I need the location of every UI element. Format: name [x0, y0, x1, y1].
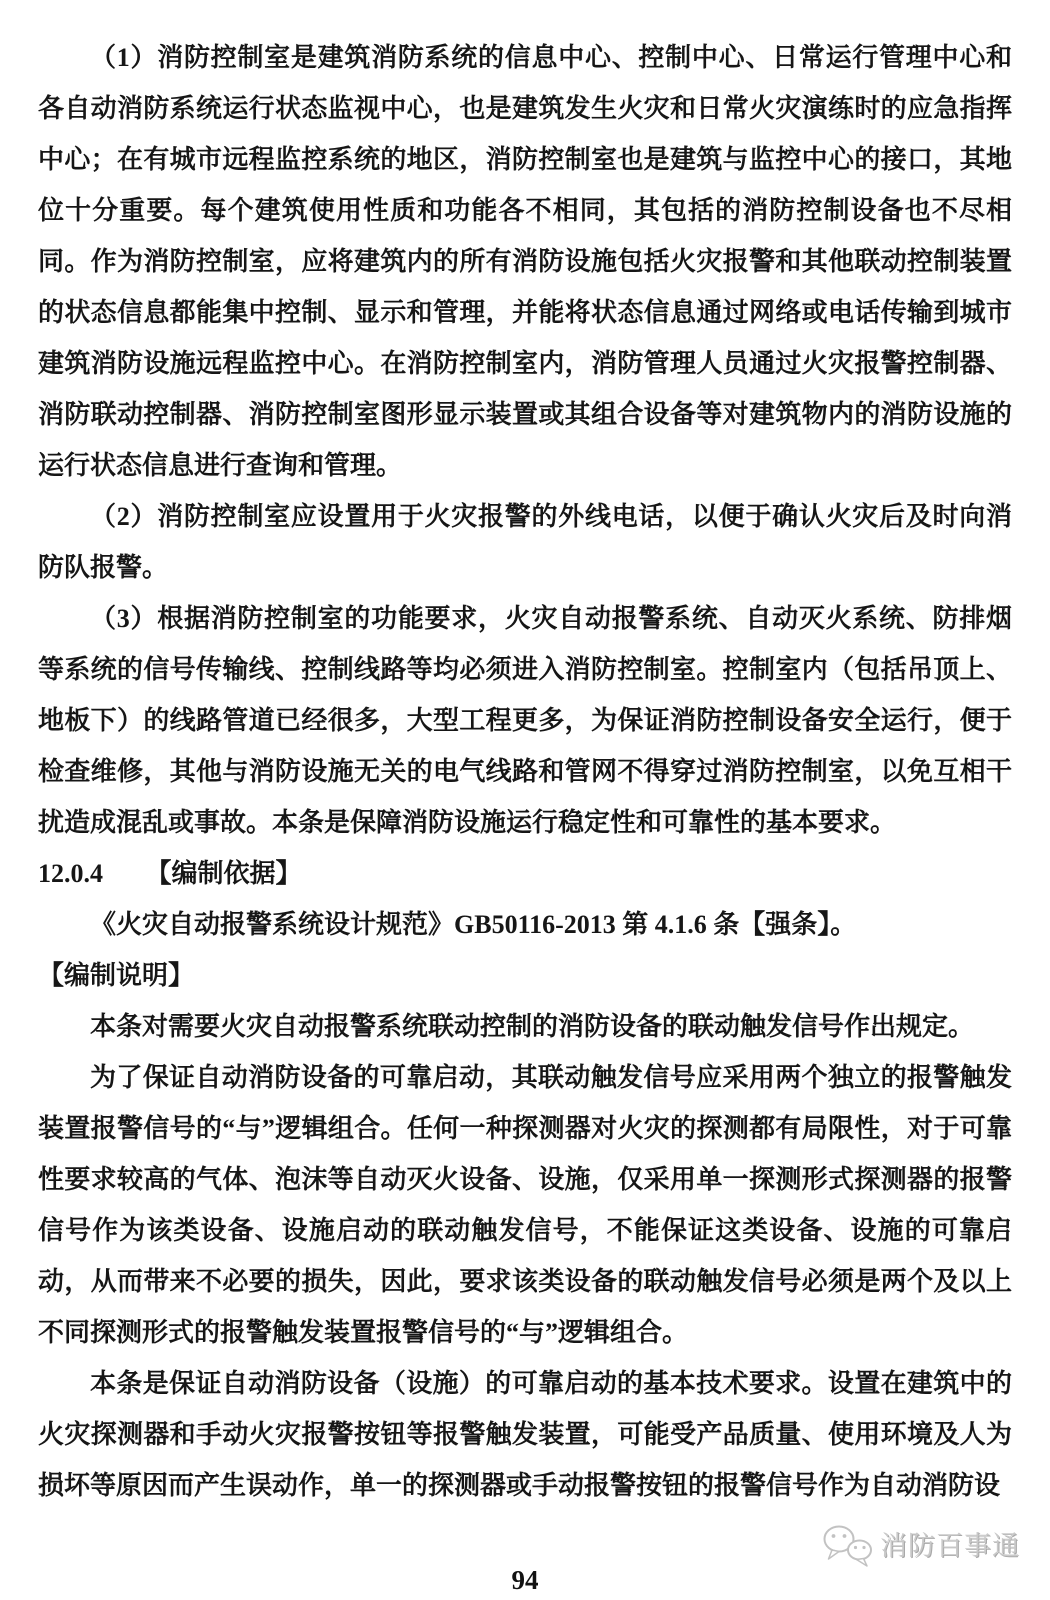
paragraph-7-reliable-start: 本条是保证自动消防设备（设施）的可靠启动的基本技术要求。设置在建筑中的火灾探测器和手动火灾报警按钮等报警触发装置，可能受产品质量、使用环境及人为损坏等原因而产生误动作，单一的探测器或手动报警按钮的报警信号作为自动消防设 — [38, 1369, 1012, 1500]
section-number: 12.0.4 — [38, 859, 103, 888]
paragraph-3-signal-lines: （3）根据消防控制室的功能要求，火灾自动报警系统、自动灭火系统、防排烟等系统的信号传输线、控制线路等均必须进入消防控制室。控制室内（包括吊顶上、地板下）的线路管道已经很多，大型工程更多，为保证消防控制设备安全运行，便于检查维修，其他与消防设施无关的电气线路和管网不得穿过消防控制室，以免互相干扰造成混乱或事故。本条是保障消防设施运行稳定性和可靠性的基本要求。 — [38, 604, 1012, 837]
paragraph-5-linkage-trigger-rule: 本条对需要火灾自动报警系统联动控制的消防设备的联动触发信号作出规定。 — [90, 1012, 975, 1041]
paragraph-6-and-logic: 为了保证自动消防设备的可靠启动，其联动触发信号应采用两个独立的报警触发装置报警信号的“与”逻辑组合。任何一种探测器对火灾的探测都有局限性，对于可靠性要求较高的气体、泡沫等自动灭火设备、设施，仅采用单一探测形式探测器的报警信号作为该类设备、设施启动的联动触发信号，不能保证这类设备、设施的可靠启动，从而带来不必要的损失，因此，要求该类设备的联动触发信号必须是两个及以上不同探测形式的报警触发装置报警信号的“与”逻辑组合。 — [38, 1063, 1012, 1347]
document-body — [38, 32, 1012, 1511]
watermark-text: 消防百事通 — [880, 1530, 1020, 1561]
section-heading-12-0-4 — [38, 848, 1012, 899]
watermark — [821, 1522, 1020, 1570]
paragraph-1-fire-control-room-role: （1）消防控制室是建筑消防系统的信息中心、控制中心、日常运行管理中心和各自动消防系统运行状态监视中心，也是建筑发生火灾和日常火灾演练时的应急指挥中心；在有城市远程监控系统的地区，消防控制室也是建筑与监控中心的接口，其地位十分重要。每个建筑使用性质和功能各不相同，其包括的消防控制设备也不尽相同。作为消防控制室，应将建筑内的所有消防设施包括火灾报警和其他联动控制装置的状态信息都能集中控制、显示和管理，并能将状态信息通过网络或电话传输到城市建筑消防设施远程监控中心。在消防控制室内，消防管理人员通过火灾报警控制器、消防联动控制器、消防控制室图形显示装置或其组合设备等对建筑物内的消防设施的运行状态信息进行查询和管理。 — [38, 43, 1012, 480]
paragraph-2-outside-telephone: （2）消防控制室应设置用于火灾报警的外线电话，以便于确认火灾后及时向消防队报警。 — [38, 502, 1012, 582]
page-number: 94 — [511, 1565, 539, 1595]
wechat-icon — [821, 1523, 875, 1569]
section-title-basis: 【编制依据】 — [145, 858, 302, 888]
subsection-heading-explanation: 【编制说明】 — [38, 960, 195, 990]
paragraph-reference-standard: 《火灾自动报警系统设计规范》GB50116-2013 第 4.1.6 条【强条】。 — [90, 910, 857, 939]
